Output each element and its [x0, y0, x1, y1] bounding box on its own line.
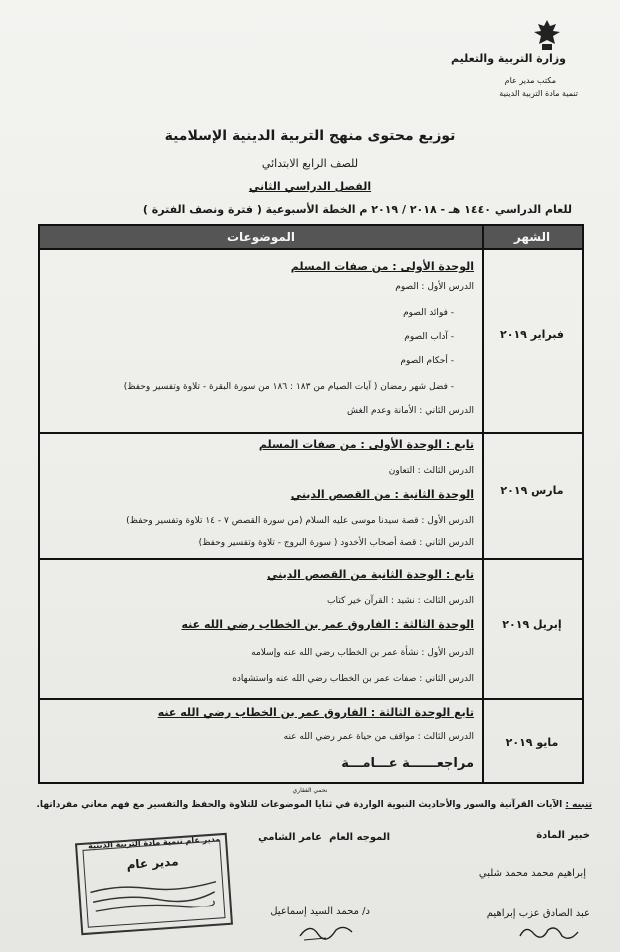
header-topics: الموضوعات — [226, 230, 296, 244]
note-text: الآيات القرآنية والسور والأحاديث النبوية الواردة في ثنايا الموضوعات للتلاوة والحفظ والتفسير مع فهم معاني مفرداتها. — [36, 800, 563, 810]
note-label: تنبيه : — [565, 800, 592, 810]
supervisor-title: الموجه العام — [329, 832, 390, 843]
row-separator — [40, 558, 582, 560]
department-name: تنمية مادة التربية الدينية — [499, 89, 578, 98]
lesson-line: الدرس الثاني : صفات عمر بن الخطاب رضي الله عنه واستشهاده — [232, 674, 474, 684]
unit-heading: الوحدة الثالثة : الفاروق عمر بن الخطاب رضي الله عنه — [181, 618, 474, 631]
lesson-line: - آداب الصوم — [404, 332, 454, 342]
month-cell: مايو ٢٠١٩ — [505, 736, 559, 749]
lesson-line: - فضل شهر رمضان ( آيات الصيام من ١٨٣ : ١٨٦ من سورة البقرة - تلاوة وتفسير وحفظ) — [123, 382, 454, 392]
lesson-line: الدرس الثالث : التعاون — [388, 466, 474, 476]
supervisor-name: عامر الشامي — [258, 832, 322, 843]
official-stamp — [75, 833, 233, 935]
unit-heading: تابع : الوحدة الثانية من القصص الديني — [266, 568, 474, 581]
expert-name-1: إبراهيم محمد محمد شلبي — [478, 868, 586, 879]
header-month: الشهر — [513, 230, 551, 244]
director-title: مدير عام تنمية مادة التربية الدينية — [87, 834, 221, 851]
lesson-line: الدرس الأول : نشأة عمر بن الخطاب رضي الله عنه وإسلامه — [251, 648, 474, 658]
lesson-line: الدرس الثاني : قصة أصحاب الأخدود ( سورة البروج - تلاوة وتفسير وحفظ) — [198, 538, 474, 548]
table-header — [40, 226, 582, 250]
row-separator — [40, 432, 582, 434]
lesson-line: الدرس الثالث : مواقف من حياة عمر رضي الله عنه — [283, 732, 474, 742]
term-label: الفصل الدراسي الثاني — [248, 180, 372, 193]
expert-title: خبير المادة — [536, 830, 590, 841]
lesson-line: الدرس الأول : قصة سيدنا موسى عليه السلام (من سورة القصص ٧ - ١٤ تلاوة وتفسير وحفظ) — [126, 516, 474, 526]
unit-heading: تابع : الوحدة الأولى : من صفات المسلم — [258, 438, 474, 451]
expert-name-2: عبد الصادق عزب إبراهيم — [486, 908, 590, 919]
lesson-line: - أحكام الصوم — [400, 356, 454, 366]
stamp-text: مدير عام — [126, 854, 179, 872]
document-title: توزيع محتوى منهج التربية الدينية الإسلامية — [164, 128, 456, 144]
note — [37, 800, 592, 810]
lesson-line: الدرس الثاني : الأمانة وعدم الغش — [347, 406, 474, 416]
unit-heading: الوحدة الثانية : من القصص الديني — [290, 488, 474, 501]
general-review: مراجعــــــة عـــامـــة — [341, 756, 474, 771]
unit-heading: تابع الوحدة الثالثة : الفاروق عمر بن الخطاب رضي الله عنه — [157, 706, 474, 719]
doctor-name: د/ محمد السيد إسماعيل — [270, 906, 370, 917]
office-name: مكتب مدير عام — [504, 76, 556, 85]
schedule-table — [38, 224, 584, 784]
unit-heading: الوحدة الأولى : من صفات المسلم — [290, 260, 474, 273]
lesson-line: - فوائد الصوم — [403, 308, 454, 318]
lesson-line: الدرس الأول : الصوم — [395, 282, 474, 292]
ministry-name: وزارة التربية والتعليم — [451, 52, 566, 65]
emblem-icon — [532, 18, 562, 52]
month-cell: مارس ٢٠١٩ — [500, 484, 564, 497]
grade-label: للصف الرابع الابتدائي — [261, 157, 359, 170]
signature-icon — [296, 918, 356, 944]
month-cell: فبراير ٢٠١٩ — [500, 328, 564, 341]
row-separator — [40, 698, 582, 700]
academic-year: للعام الدراسي ١٤٤٠ هـ - ٢٠١٨ / ٢٠١٩ م الخطة الأسبوعية ( فترة ونصف الفترة ) — [142, 203, 572, 216]
signature-icon — [516, 922, 582, 946]
lesson-line: الدرس الثالث : نشيد : القرآن خير كتاب — [327, 596, 474, 606]
month-cell: إبريل ٢٠١٩ — [502, 618, 562, 631]
source-label: نحمي الفقاري — [292, 787, 328, 794]
